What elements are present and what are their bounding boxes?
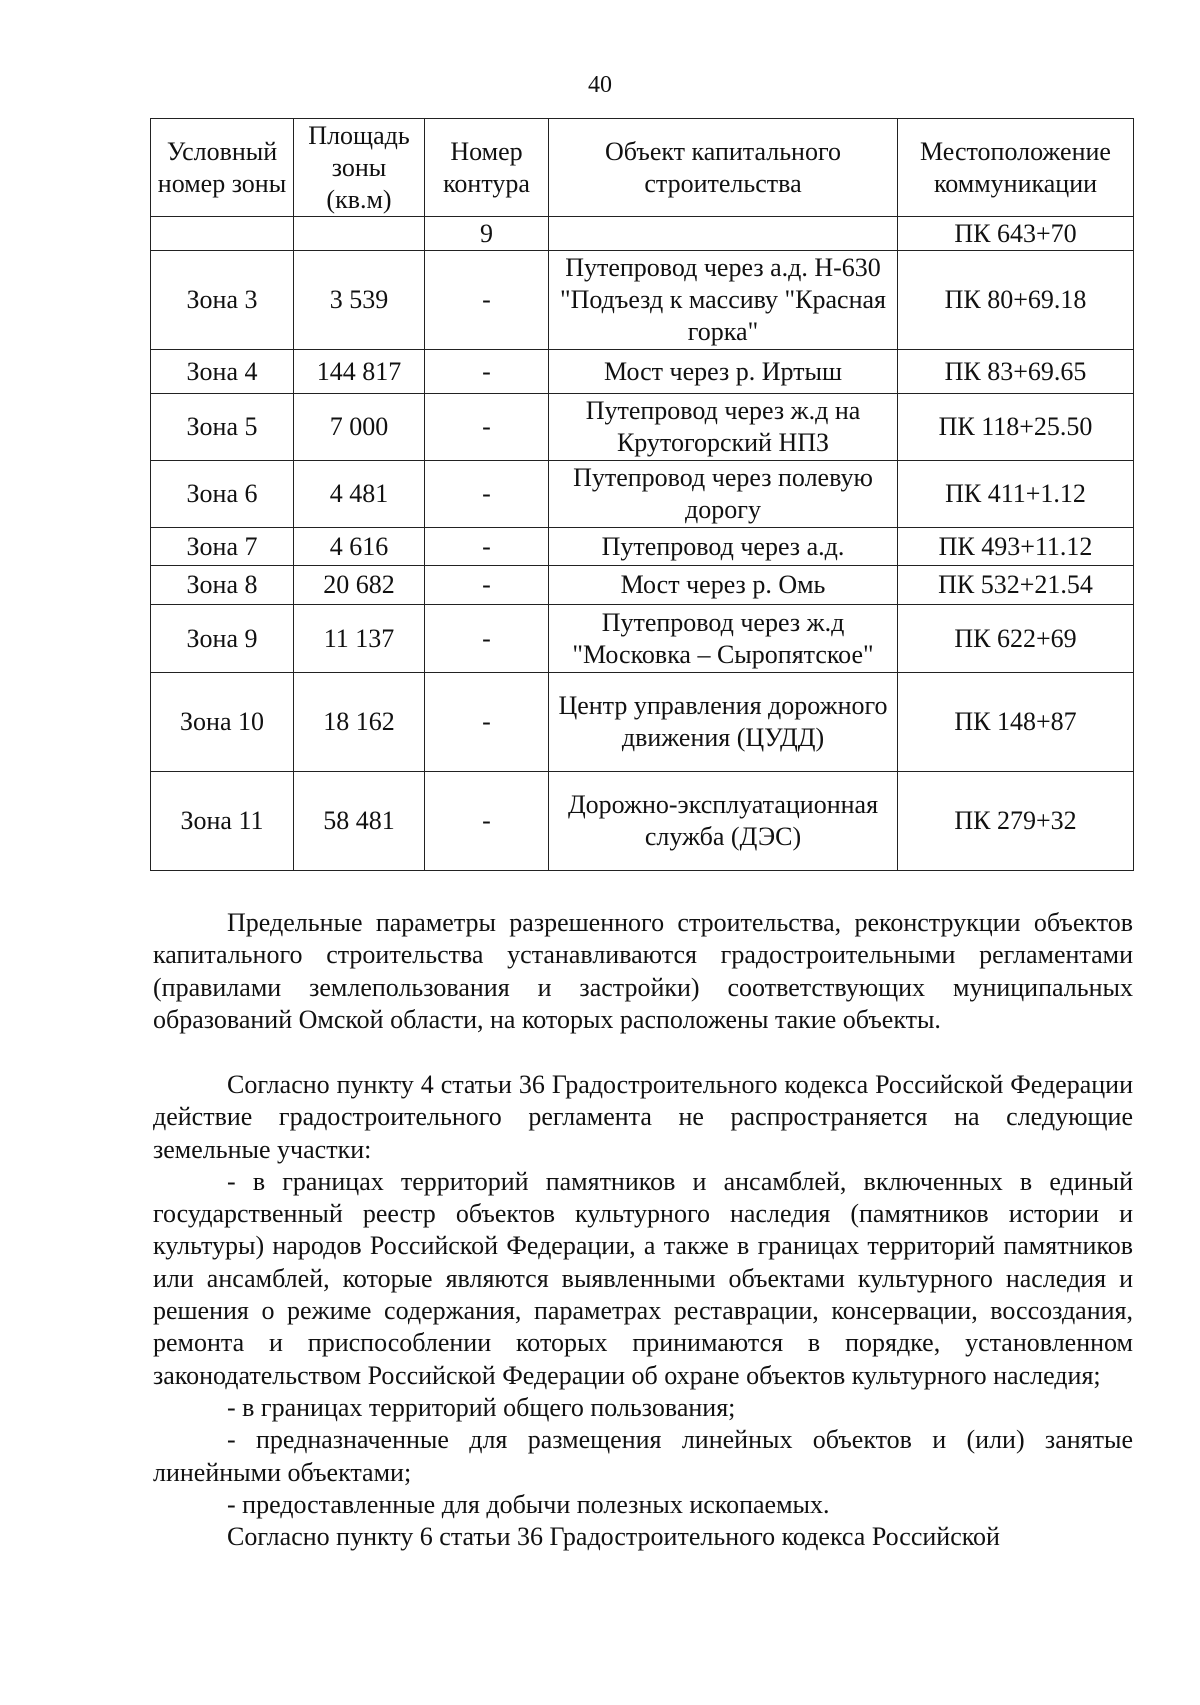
cell-contour: - — [425, 772, 549, 871]
cell-location: ПК 622+69 — [898, 605, 1134, 673]
cell-contour: - — [425, 605, 549, 673]
cell-contour: - — [425, 394, 549, 461]
cell-object: Центр управления дорожного движения (ЦУДД) — [549, 673, 898, 772]
cell-zone: Зона 10 — [151, 673, 294, 772]
cell-zone: Зона 8 — [151, 566, 294, 605]
cell-area: 20 682 — [294, 566, 425, 605]
cell-area: 144 817 — [294, 350, 425, 394]
paragraph-block-limits — [153, 907, 1133, 1036]
zones-table — [150, 118, 1134, 871]
paragraph-article-36-point-4: Согласно пункту 4 статьи 36 Градостроительного кодекса Российской Федерации действие градостроительного регламента не распространяется на следующие земельные участки: — [153, 1070, 1133, 1164]
cell-contour: - — [425, 251, 549, 350]
list-item: - в границах территорий общего пользования; — [227, 1392, 736, 1422]
table-row — [151, 673, 1134, 772]
cell-zone — [151, 217, 294, 251]
cell-area: 3 539 — [294, 251, 425, 350]
list-item: - предоставленные для добычи полезных ископаемых. — [227, 1489, 830, 1519]
cell-object: Путепровод через полевую дорогу — [549, 461, 898, 528]
cell-location: ПК 279+32 — [898, 772, 1134, 871]
cell-zone: Зона 7 — [151, 528, 294, 566]
cell-area — [294, 217, 425, 251]
list-item: - в границах территорий памятников и ансамблей, включенных в единый государственный реестр объектов культурного наследия (памятников истории и культуры) народов Российской Федерации, а также в границах территорий памятников или ансамблей, которые являются выявленными объектами культурного наследия и решения о режиме содержания, параметрах реставрации, консервации, воссоздания, ремонта и приспособлении которых принимаются в порядке, установленном законодательством Российской Федерации об охране объектов культурного наследия; — [153, 1166, 1133, 1390]
cell-zone: Зона 3 — [151, 251, 294, 350]
cell-location: ПК 118+25.50 — [898, 394, 1134, 461]
table-row — [151, 251, 1134, 350]
cell-area: 4 616 — [294, 528, 425, 566]
cell-object: Мост через р. Иртыш — [549, 350, 898, 394]
cell-location: ПК 148+87 — [898, 673, 1134, 772]
table-row — [151, 394, 1134, 461]
header-construction-object: Объект капитального строительства — [549, 119, 898, 217]
table-row — [151, 772, 1134, 871]
paragraph-block-exceptions — [153, 1069, 1133, 1553]
table-row — [151, 566, 1134, 605]
cell-object: Путепровод через ж.д на Крутогорский НПЗ — [549, 394, 898, 461]
cell-location: ПК 493+11.12 — [898, 528, 1134, 566]
cell-zone: Зона 9 — [151, 605, 294, 673]
cell-area: 11 137 — [294, 605, 425, 673]
cell-area: 7 000 — [294, 394, 425, 461]
cell-contour: - — [425, 461, 549, 528]
cell-object: Путепровод через а.д. — [549, 528, 898, 566]
paragraph-article-36-point-6: Согласно пункту 6 статьи 36 Градостроительного кодекса Российской — [227, 1522, 1000, 1552]
table-row — [151, 528, 1134, 566]
cell-area: 18 162 — [294, 673, 425, 772]
cell-object: Мост через р. Омь — [549, 566, 898, 605]
cell-area: 4 481 — [294, 461, 425, 528]
header-zone-number: Условный номер зоны — [151, 119, 294, 217]
table-row — [151, 350, 1134, 394]
cell-zone: Зона 5 — [151, 394, 294, 461]
cell-object: Путепровод через ж.д "Московка – Сыропятское" — [549, 605, 898, 673]
cell-zone: Зона 4 — [151, 350, 294, 394]
table-row — [151, 605, 1134, 673]
paragraph-limits: Предельные параметры разрешенного строительства, реконструкции объектов капитального строительства устанавливаются градостроительными регламентами (правилами землепользования и застройки) соответствующих муниципальных образований Омской области, на которых расположены такие объекты. — [153, 908, 1133, 1034]
cell-location: ПК 80+69.18 — [898, 251, 1134, 350]
cell-location: ПК 411+1.12 — [898, 461, 1134, 528]
cell-contour: - — [425, 673, 549, 772]
cell-location: ПК 532+21.54 — [898, 566, 1134, 605]
cell-location: ПК 83+69.65 — [898, 350, 1134, 394]
table-row — [151, 461, 1134, 528]
cell-object: Дорожно-эксплуатационная служба (ДЭС) — [549, 772, 898, 871]
header-communication-location: Местоположение коммуникации — [898, 119, 1134, 217]
cell-area: 58 481 — [294, 772, 425, 871]
header-zone-area: Площадь зоны (кв.м) — [294, 119, 425, 217]
list-item: - предназначенные для размещения линейных объектов и (или) занятые линейными объектами; — [153, 1425, 1133, 1487]
cell-contour: - — [425, 350, 549, 394]
cell-location: ПК 643+70 — [898, 217, 1134, 251]
cell-object: Путепровод через а.д. Н-630 "Подъезд к массиву "Красная горка" — [549, 251, 898, 350]
cell-zone: Зона 11 — [151, 772, 294, 871]
cell-contour: 9 — [425, 217, 549, 251]
table-header-row — [151, 119, 1134, 217]
table-row — [151, 217, 1134, 251]
cell-zone: Зона 6 — [151, 461, 294, 528]
page-number: 40 — [588, 72, 612, 98]
cell-contour: - — [425, 528, 549, 566]
header-contour-number: Номер контура — [425, 119, 549, 217]
cell-object — [549, 217, 898, 251]
cell-contour: - — [425, 566, 549, 605]
